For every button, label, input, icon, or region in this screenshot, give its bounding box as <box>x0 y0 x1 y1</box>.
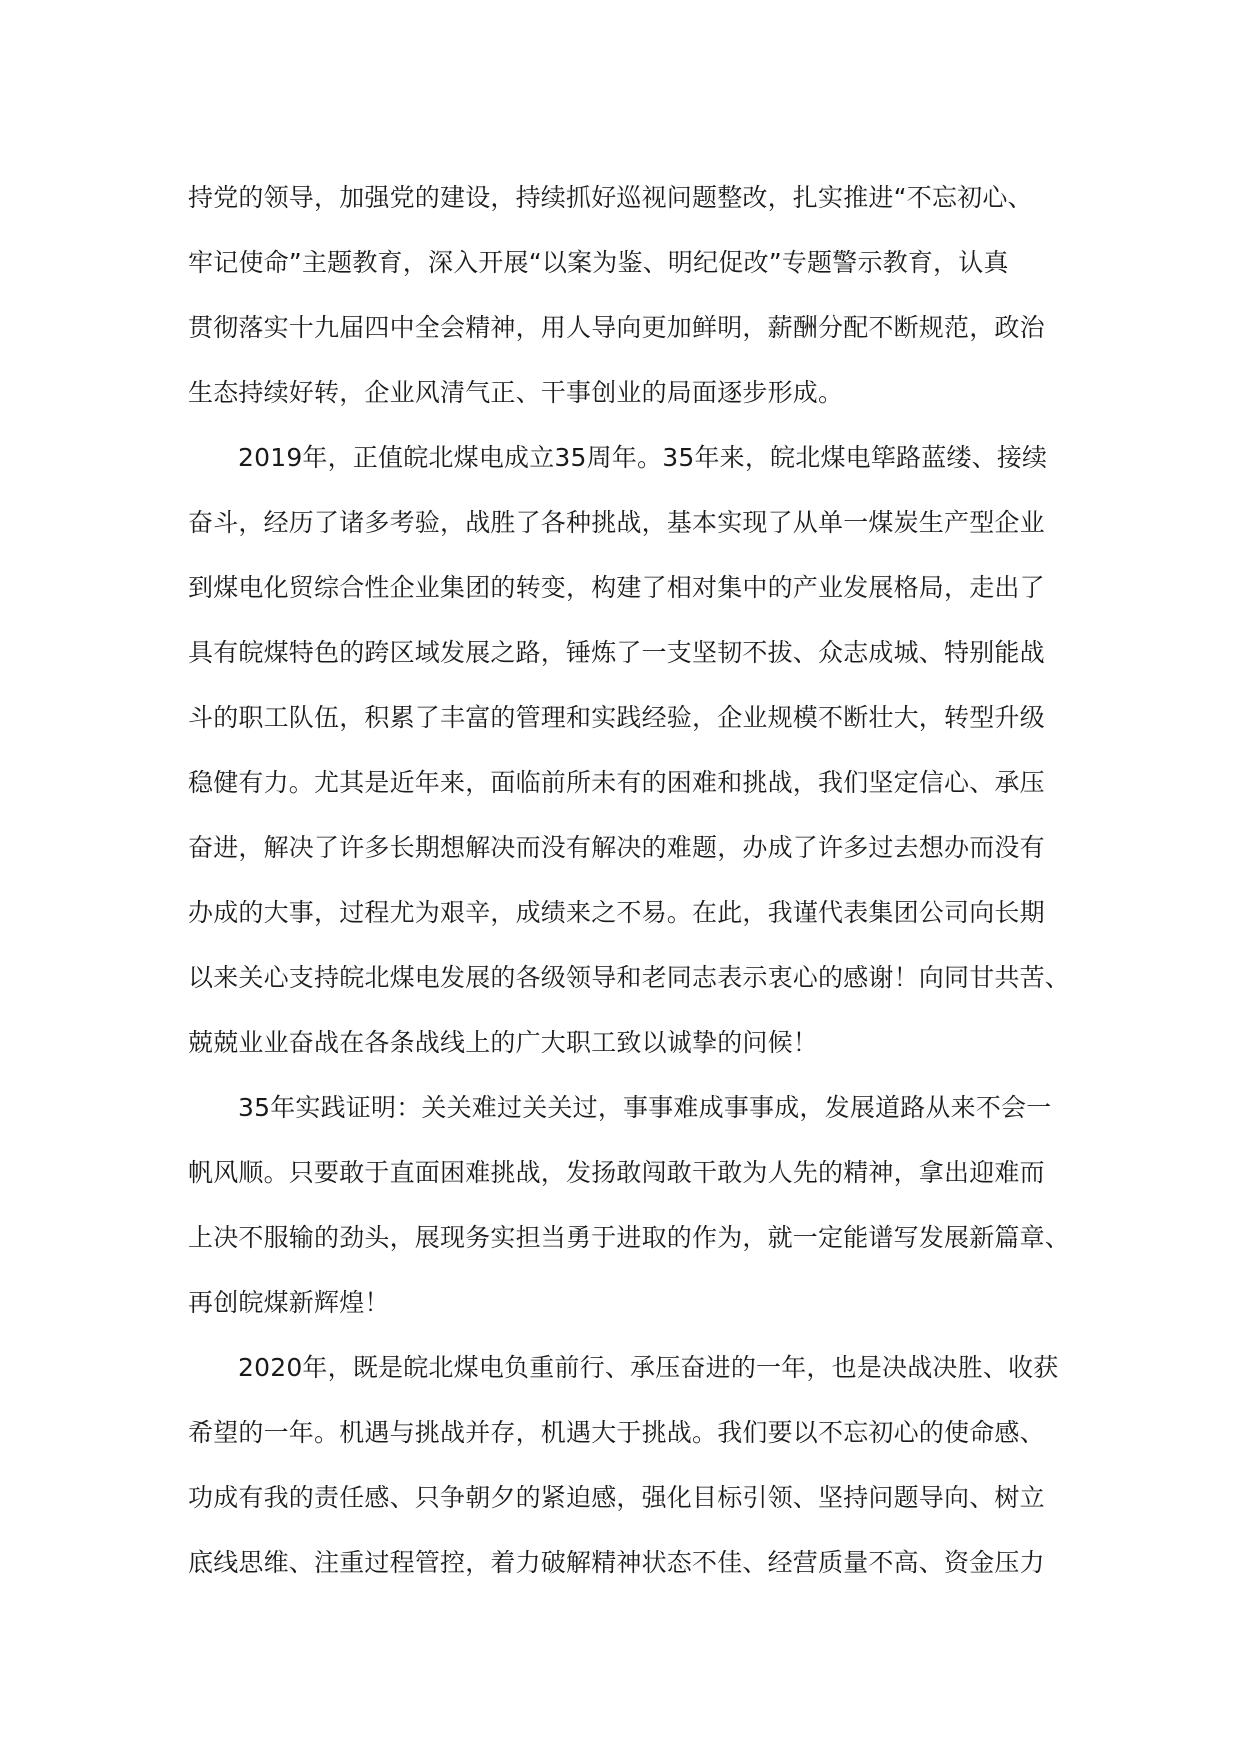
text-line: 再创皖煤新辉煌！ <box>188 1288 390 1317</box>
text-line: 底线思维、注重过程管控，着力破解精神状态不佳、经营质量不高、资金压力 <box>188 1548 1045 1577</box>
document-body <box>188 165 1071 1595</box>
text-line: 斗的职工队伍，积累了丰富的管理和实践经验，企业规模不断壮大，转型升级 <box>188 703 1045 732</box>
paragraph-2 <box>188 425 1071 1075</box>
text-line: 帆风顺。只要敢于直面困难挑战，发扬敢闯敢干敢为人先的精神，拿出迎难而 <box>188 1158 1045 1187</box>
text-line: 兢兢业业奋战在各条战线上的广大职工致以诚挚的问候！ <box>188 1028 819 1057</box>
text-line: 以来关心支持皖北煤电发展的各级领导和老同志表示衷心的感谢！向同甘共苦、 <box>188 963 1071 992</box>
text-line: 35年实践证明：关关难过关关过，事事难成事事成，发展道路从来不会一 <box>238 1093 1052 1122</box>
text-line: 希望的一年。机遇与挑战并存，机遇大于挑战。我们要以不忘初心的使命感、 <box>188 1418 1045 1447</box>
text-line: 稳健有力。尤其是近年来，面临前所未有的困难和挑战，我们坚定信心、承压 <box>188 768 1045 797</box>
text-line: 奋进，解决了许多长期想解决而没有解决的难题，办成了许多过去想办而没有 <box>188 833 1045 862</box>
text-line: 2019年，正值皖北煤电成立35周年。35年来，皖北煤电筚路蓝缕、接续 <box>238 443 1048 472</box>
text-line: 奋斗，经历了诸多考验，战胜了各种挑战，基本实现了从单一煤炭生产型企业 <box>188 508 1045 537</box>
text-line: 到煤电化贸综合性企业集团的转变，构建了相对集中的产业发展格局，走出了 <box>188 573 1045 602</box>
text-line: 牢记使命”主题教育，深入开展“以案为鉴、明纪促改”专题警示教育，认真 <box>188 248 1009 277</box>
text-line: 持党的领导，加强党的建设，持续抓好巡视问题整改，扎实推进“不忘初心、 <box>188 183 1033 212</box>
text-line: 具有皖煤特色的跨区域发展之路，锤炼了一支坚韧不拔、众志成城、特别能战 <box>188 638 1045 667</box>
text-line: 2020年，既是皖北煤电负重前行、承压奋进的一年，也是决战决胜、收获 <box>238 1353 1059 1382</box>
text-line: 生态持续好转，企业风清气正、干事创业的局面逐步形成。 <box>188 378 844 407</box>
text-line: 贯彻落实十九届四中全会精神，用人导向更加鲜明，薪酬分配不断规范，政治 <box>188 313 1045 342</box>
paragraph-3 <box>188 1075 1071 1335</box>
paragraph-4 <box>188 1335 1068 1595</box>
text-line: 办成的大事，过程尤为艰辛，成绩来之不易。在此，我谨代表集团公司向长期 <box>188 898 1045 927</box>
paragraph-1 <box>188 165 1068 425</box>
text-line: 上决不服输的劲头，展现务实担当勇于进取的作为，就一定能谱写发展新篇章、 <box>188 1223 1071 1252</box>
text-line: 功成有我的责任感、只争朝夕的紧迫感，强化目标引领、坚持问题导向、树立 <box>188 1483 1045 1512</box>
